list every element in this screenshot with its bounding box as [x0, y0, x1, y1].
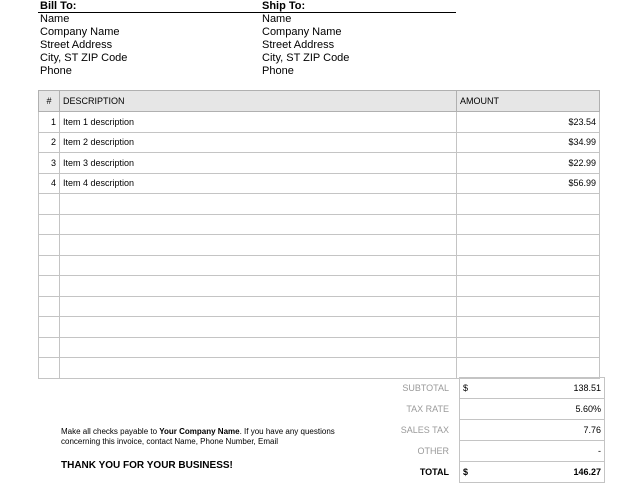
total-currency: $: [460, 462, 487, 483]
row-description: Item 1 description: [60, 112, 457, 133]
ship-to-phone: Phone: [262, 65, 294, 77]
bill-to-heading: Bill To:: [40, 0, 77, 12]
row-amount: $34.99: [457, 132, 600, 153]
bill-to-city: City, ST ZIP Code: [40, 52, 128, 64]
address-divider: [38, 12, 456, 13]
payment-note: [61, 427, 361, 447]
table-row: [39, 132, 600, 153]
total-row: [370, 462, 605, 483]
other-row: [370, 441, 605, 462]
row-number: [39, 276, 60, 297]
other-currency: [460, 441, 487, 462]
sales-tax-currency: [460, 420, 487, 441]
ship-to-name: Name: [262, 13, 292, 25]
row-amount: [457, 235, 600, 256]
row-description: [60, 337, 457, 358]
subtotal-value: 138.51: [486, 378, 605, 399]
row-description: Item 3 description: [60, 153, 457, 174]
total-label: TOTAL: [419, 467, 449, 477]
ship-to-street: Street Address: [262, 39, 335, 51]
row-description: [60, 214, 457, 235]
table-row: [39, 214, 600, 235]
header-amount: AMOUNT: [457, 91, 600, 112]
row-description: [60, 317, 457, 338]
bill-to-company: Company Name: [40, 26, 120, 38]
row-amount: $56.99: [457, 173, 600, 194]
table-header-row: [39, 91, 600, 112]
row-description: [60, 358, 457, 379]
ship-to-city: City, ST ZIP Code: [262, 52, 350, 64]
row-description: [60, 194, 457, 215]
row-description: [60, 276, 457, 297]
line-items-table: [38, 90, 600, 379]
row-number: 4: [39, 173, 60, 194]
tax-rate-value: 5.60%: [486, 399, 605, 420]
row-description: [60, 235, 457, 256]
table-row: [39, 255, 600, 276]
header-number: #: [39, 91, 60, 112]
row-number: [39, 296, 60, 317]
row-number: [39, 255, 60, 276]
row-amount: [457, 194, 600, 215]
table-row: [39, 358, 600, 379]
table-row: [39, 173, 600, 194]
sales-tax-row: [370, 420, 605, 441]
row-number: [39, 337, 60, 358]
sales-tax-label: SALES TAX: [400, 425, 449, 435]
row-amount: [457, 317, 600, 338]
row-number: 3: [39, 153, 60, 174]
row-amount: [457, 214, 600, 235]
table-row: [39, 337, 600, 358]
row-number: [39, 358, 60, 379]
row-amount: [457, 358, 600, 379]
bill-to-phone: Phone: [40, 65, 72, 77]
other-label: OTHER: [417, 446, 449, 456]
row-description: [60, 296, 457, 317]
table-row: [39, 153, 600, 174]
table-row: [39, 194, 600, 215]
bill-to-name: Name: [40, 13, 70, 25]
row-description: Item 2 description: [60, 132, 457, 153]
row-description: [60, 255, 457, 276]
subtotal-label: SUBTOTAL: [402, 383, 449, 393]
table-row: [39, 235, 600, 256]
thank-you-message: THANK YOU FOR YOUR BUSINESS!: [61, 460, 233, 471]
subtotal-currency: $: [460, 378, 487, 399]
payment-note-prefix: Make all checks payable to: [61, 427, 160, 436]
ship-to-company: Company Name: [262, 26, 342, 38]
header-description: DESCRIPTION: [60, 91, 457, 112]
table-row: [39, 317, 600, 338]
row-number: [39, 194, 60, 215]
table-row: [39, 112, 600, 133]
payment-note-company: Your Company Name: [159, 427, 240, 436]
total-value: 146.27: [486, 462, 605, 483]
table-row: [39, 276, 600, 297]
row-number: [39, 317, 60, 338]
row-description: Item 4 description: [60, 173, 457, 194]
tax-rate-currency: [460, 399, 487, 420]
table-row: [39, 296, 600, 317]
row-number: [39, 235, 60, 256]
tax-rate-label: TAX RATE: [406, 404, 449, 414]
row-number: 1: [39, 112, 60, 133]
payment-note-suffix: . If you have any questions concerning this invoice, contact Name, Phone Number, Email: [61, 427, 335, 446]
sales-tax-value: 7.76: [486, 420, 605, 441]
row-amount: [457, 337, 600, 358]
totals-table: [370, 377, 605, 483]
row-amount: $22.99: [457, 153, 600, 174]
row-amount: [457, 296, 600, 317]
row-amount: [457, 276, 600, 297]
subtotal-row: [370, 378, 605, 399]
row-number: 2: [39, 132, 60, 153]
row-amount: $23.54: [457, 112, 600, 133]
table-body: [39, 112, 600, 379]
ship-to-heading: Ship To:: [262, 0, 306, 12]
tax-rate-row: [370, 399, 605, 420]
other-value: -: [486, 441, 605, 462]
row-number: [39, 214, 60, 235]
bill-to-street: Street Address: [40, 39, 113, 51]
row-amount: [457, 255, 600, 276]
